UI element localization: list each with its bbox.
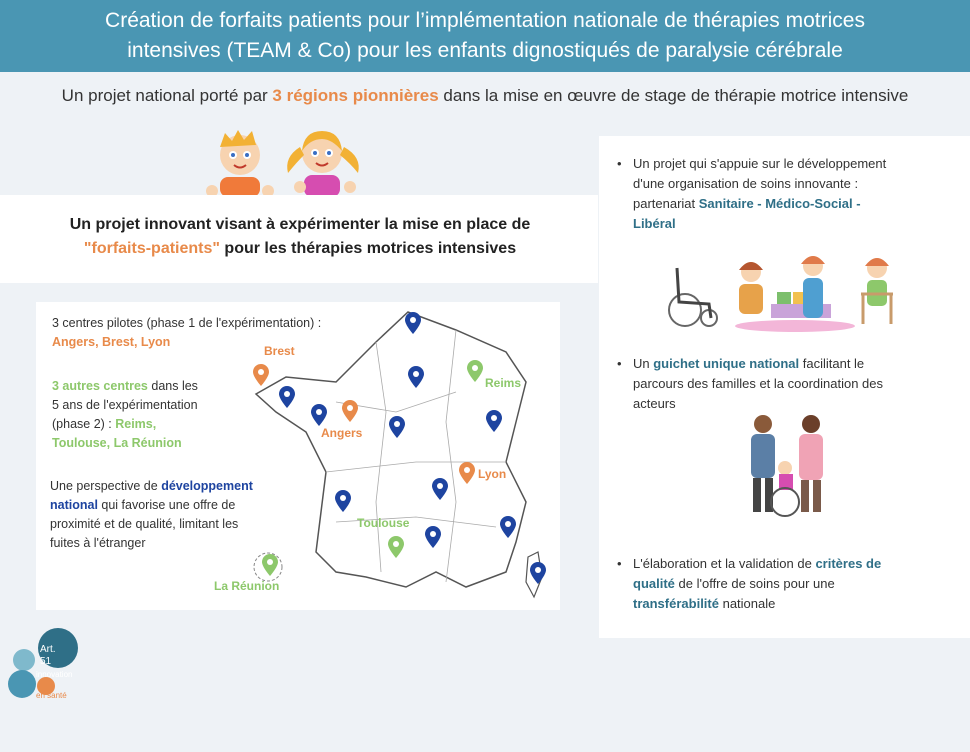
banner-post: pour les thérapies motrices intensives	[219, 240, 517, 257]
subtitle-post: dans la mise en œuvre de stage de thérapie motrice intensive	[438, 86, 909, 105]
b3-hl3: transférabilité	[633, 596, 719, 611]
map-card	[36, 302, 560, 610]
b1-line3-pre: partenariat	[633, 196, 699, 211]
pin-blue-1	[405, 312, 421, 334]
city-label-toulouse: Toulouse	[357, 516, 410, 530]
pin-reims	[467, 360, 483, 382]
b1-line3-hl: Sanitaire - Médico-Social -	[698, 196, 861, 211]
dev-line2-rest: qui favorise une offre de	[97, 498, 236, 512]
b3-hl2: qualité	[633, 576, 675, 591]
children-illustration	[200, 125, 400, 197]
phase2-highlight: 3 autres centres	[52, 379, 148, 393]
logo-line3: innovation	[36, 670, 73, 679]
care-team-illustration	[665, 248, 905, 334]
bullet-guichet	[617, 354, 945, 414]
header-title-line1: Création de forfaits patients pour l’implémentation nationale de thérapies motrices	[105, 9, 865, 32]
pin-blue-2	[408, 366, 424, 388]
phase2-centres-a: Reims,	[115, 417, 157, 431]
bullet-qualite	[617, 554, 945, 614]
b2-hl: guichet unique national	[653, 356, 800, 371]
dev-pre: Une perspective de	[50, 479, 162, 493]
banner-line2	[20, 237, 580, 261]
page-subtitle	[0, 86, 970, 106]
pin-blue-5	[389, 416, 405, 438]
city-label-reims: Reims	[485, 376, 522, 390]
subtitle-highlight: 3 régions pionnières	[272, 86, 439, 105]
b3-line2-rest: de l'offre de soins pour une	[674, 576, 835, 591]
b3-line3	[633, 594, 945, 614]
city-label-lyon: Lyon	[478, 467, 507, 481]
city-label-angers: Angers	[321, 426, 363, 440]
dev-highlight-a: développement	[161, 479, 253, 493]
pin-blue-7	[432, 478, 448, 500]
b2-line1-rest: facilitant le	[799, 356, 865, 371]
project-banner	[0, 195, 598, 283]
banner-text	[20, 213, 580, 261]
family-illustration	[739, 412, 839, 522]
pin-blue-6	[486, 410, 502, 432]
banner-highlight: "forfaits-patients"	[83, 240, 220, 257]
bullet-organisation	[617, 154, 945, 234]
right-card	[599, 136, 970, 638]
pin-blue-11	[530, 562, 546, 584]
b1-line1: • Un projet qui s'appuie sur le développement	[633, 156, 887, 171]
phase2-line3-text: (phase 2) :	[52, 417, 116, 431]
map-pins	[36, 302, 560, 610]
phase2-line1-rest: dans les	[147, 379, 198, 393]
art51-logo	[6, 628, 86, 704]
phase2-centres-b: Toulouse, La Réunion	[52, 436, 182, 450]
banner-line1: Un projet innovant visant à expérimenter la mise en place de	[69, 216, 531, 233]
b1-line3	[633, 194, 945, 214]
pin-blue-9	[425, 526, 441, 548]
b1-line4: Libéral	[633, 216, 676, 231]
b2-line3: acteurs	[633, 396, 676, 411]
pin-reunion	[262, 554, 278, 576]
b3-hl1: critères de	[815, 556, 882, 571]
pin-toulouse	[388, 536, 404, 558]
b2-line2: parcours des familles et la coordination des	[633, 376, 884, 391]
b2-pre: Un	[633, 356, 654, 371]
city-label-reunion: La Réunion	[214, 579, 280, 593]
pin-angers	[342, 400, 358, 422]
pin-blue-8	[335, 490, 351, 512]
b3-pre: L'élaboration et la validation de	[633, 556, 816, 571]
b3-line3-rest: nationale	[718, 596, 776, 611]
b3-line2	[633, 574, 945, 594]
page-header	[0, 0, 970, 72]
phase1-centres: Angers, Brest, Lyon	[52, 335, 171, 349]
pin-lyon	[459, 462, 475, 484]
logo-line4: en santé	[36, 691, 67, 700]
pin-blue-10	[500, 516, 516, 538]
b3-line1	[633, 554, 945, 574]
dev-line3: proximité et de qualité, limitant les	[50, 517, 239, 531]
header-title-line2: intensives (TEAM & Co) pour les enfants dignostiqués de paralysie cérébrale	[127, 39, 843, 62]
subtitle-pre: Un projet national porté par	[61, 86, 273, 105]
dev-highlight-b: national	[50, 498, 98, 512]
pin-brest	[253, 364, 269, 386]
pin-blue-4	[311, 404, 327, 426]
phase2-line2: 5 ans de l'expérimentation	[52, 398, 198, 412]
logo-line1: Art.	[40, 644, 56, 655]
phase1-intro: 3 centres pilotes (phase 1 de l'expérimentation) :	[52, 316, 322, 330]
pin-blue-3	[279, 386, 295, 408]
logo-line2: 51	[40, 656, 52, 667]
city-label-brest: Brest	[264, 344, 295, 358]
dev-line4: fuites à l'étranger	[50, 536, 146, 550]
b1-line2: d'une organisation de soins innovante :	[633, 176, 859, 191]
b2-line1	[633, 354, 945, 374]
